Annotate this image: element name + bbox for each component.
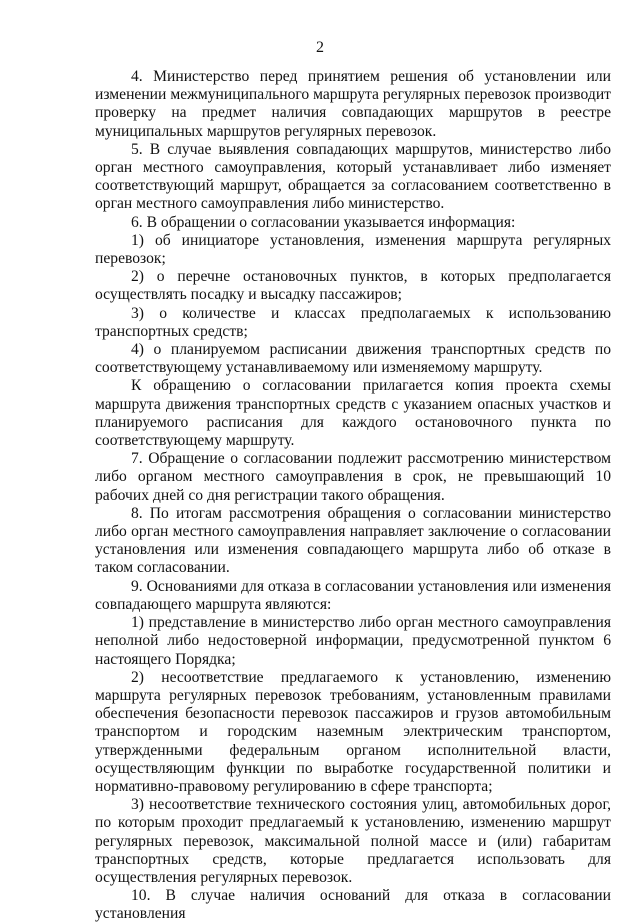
paragraph-9: 9. Основаниями для отказа в согласовании установления или изменения совпадающего маршрута являются:: [95, 577, 611, 613]
paragraph-7: 7. Обращение о согласовании подлежит рассмотрению министерством либо органом местного самоуправления в срок, не превышающий 10 рабочих дней со дня регистрации такого обращения.: [95, 450, 611, 504]
list-item-6-3: 3) о количестве и классах предполагаемых к использованию транспортных средств;: [95, 304, 611, 340]
list-item-6-2: 2) о перечне остановочных пунктов, в которых предполагается осуществлять посадку и высадку пассажиров;: [95, 268, 611, 304]
page-number: 2: [316, 39, 324, 56]
paragraph-6: 6. В обращении о согласовании указывается информация:: [131, 213, 516, 231]
document-body: [95, 68, 611, 924]
paragraph-5: 5. В случае выявления совпадающих маршрутов, министерство либо орган местного самоуправления, который устанавливает либо изменяет соответствующий маршрут, обращается за согласованием соответственно в орган местного самоуправления либо министерство.: [95, 140, 611, 213]
list-item-9-3: 3) несоответствие технического состояния улиц, автомобильных дорог, по которым проходит предлагаемый к установлению, изменению маршрут регулярных перевозок, максимальной полной массе и (или) габаритам транспортных средств, которые предлагается использовать для осуществления регулярных перевозок.: [95, 796, 611, 886]
list-item-9-2: 2) несоответствие предлагаемого к установлению, изменению маршрута регулярных перевозок требованиям, установленным правилами обеспечения безопасности перевозок пассажиров и грузов автомобильным транспортом и городским наземным электрическим транспортом, утвержденными федеральным органом исполнительной власти, осуществляющим функции по выработке государственной политики и нормативно-правовому регулированию в сфере транспорта;: [95, 668, 611, 795]
paragraph-10: 10. В случае наличия оснований для отказа в согласовании установления: [95, 887, 611, 923]
paragraph-8: 8. По итогам рассмотрения обращения о согласовании министерство либо орган местного самоуправления направляет заключение о согласовании установления или изменения совпадающего маршрута либо об отказе в таком согласовании.: [95, 504, 611, 577]
list-item-6-4: 4) о планируемом расписании движения транспортных средств по соответствующему устанавливаемому или изменяемому маршруту.: [95, 341, 611, 377]
paragraph-4: 4. Министерство перед принятием решения об установлении или изменении межмуниципального маршрута регулярных перевозок производит проверку на предмет наличия совпадающих маршрутов в реестре муниципальных маршрутов регулярных перевозок.: [95, 68, 611, 140]
attachment-paragraph: К обращению о согласовании прилагается копия проекта схемы маршрута движения транспортных средств с указанием опасных участков и планируемого расписания для каждого остановочного пункта по соответствующему маршруту.: [95, 377, 611, 450]
list-item-9-1: 1) представление в министерство либо орган местного самоуправления неполной либо недостоверной информации, предусмотренной пунктом 6 настоящего Порядка;: [95, 614, 611, 668]
list-item-6-1: 1) об инициаторе установления, изменения маршрута регулярных перевозок;: [95, 231, 611, 268]
